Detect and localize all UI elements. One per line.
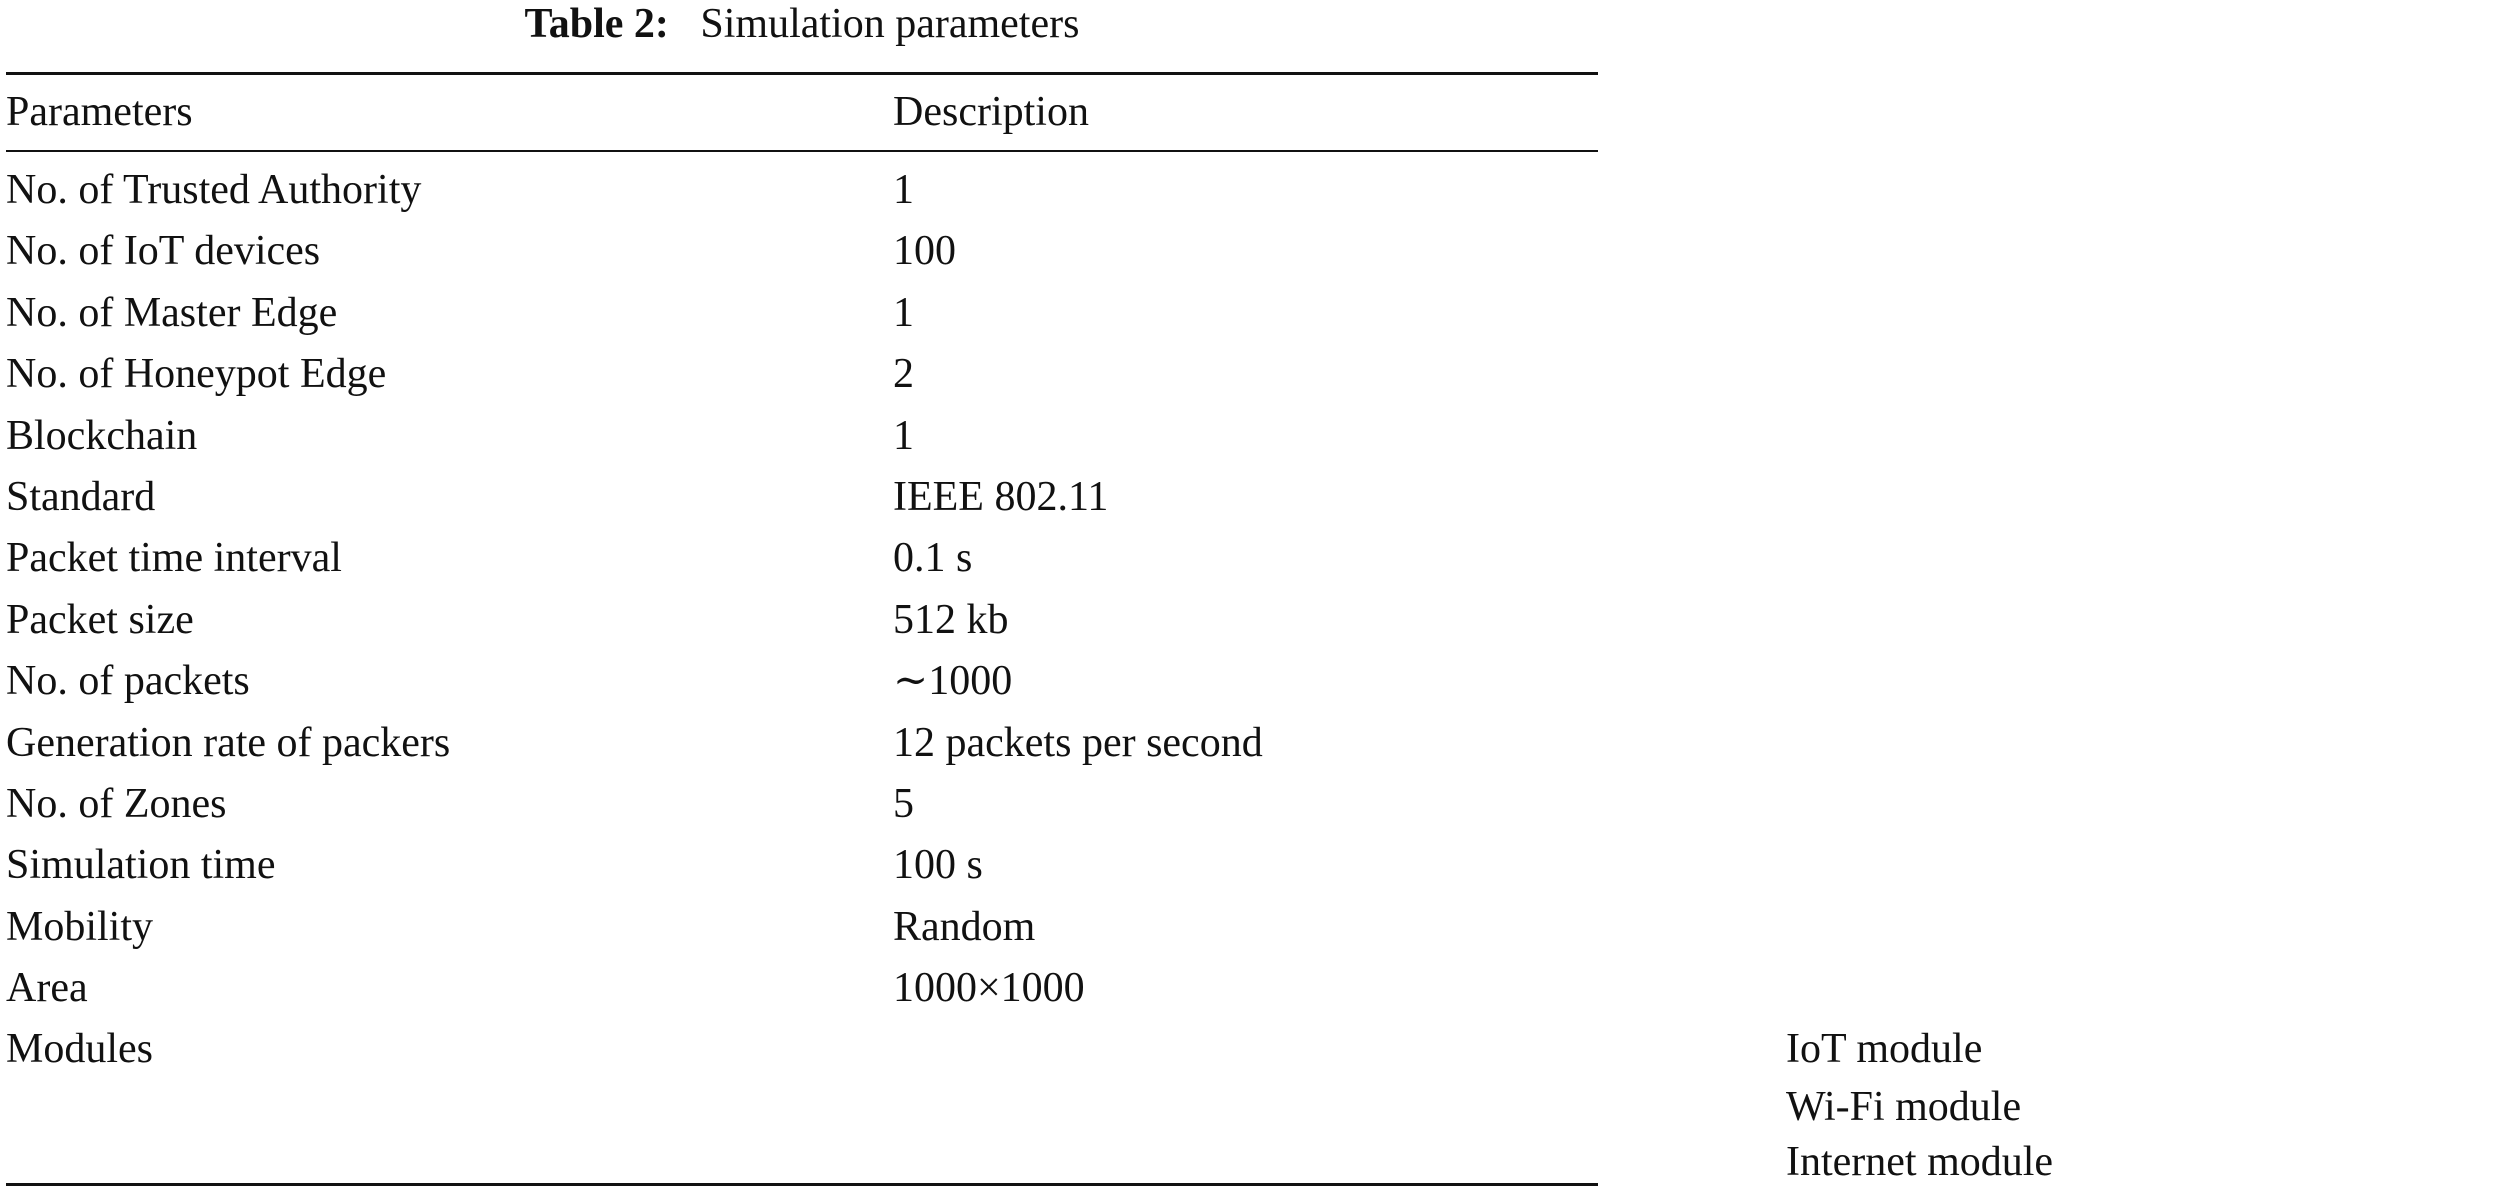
description-cell: 5 xyxy=(893,780,914,827)
table-row xyxy=(0,651,1604,712)
table-row xyxy=(0,713,1604,774)
parameter-cell: No. of packets xyxy=(6,658,250,705)
parameter-cell: Mobility xyxy=(6,903,154,950)
table-row xyxy=(0,774,1604,835)
description-cell: 12 packets per second xyxy=(893,719,1263,766)
column-header-parameters: Parameters xyxy=(6,89,193,135)
description-cell: 2 xyxy=(893,351,914,398)
table-row xyxy=(0,835,1604,896)
description-cell: 100 xyxy=(893,228,956,275)
table-row xyxy=(0,221,1604,282)
table-caption xyxy=(0,0,1604,56)
module-line: Internet module xyxy=(1786,1139,2054,1186)
parameter-cell: Area xyxy=(6,965,88,1012)
description-cell: ∼1000 xyxy=(893,658,1013,705)
description-cell: IEEE 802.11 xyxy=(893,473,1109,520)
table-row xyxy=(0,344,1604,405)
description-cell: 0.1 s xyxy=(893,535,973,582)
table-row xyxy=(0,467,1604,528)
parameter-cell: No. of IoT devices xyxy=(6,228,321,275)
description-cell: 100 s xyxy=(893,842,983,889)
table-row xyxy=(0,406,1604,467)
parameter-cell: Packet time interval xyxy=(6,535,342,582)
description-cell: Random xyxy=(893,903,1036,950)
parameter-cell: Modules xyxy=(6,1026,153,1073)
table-bottom-rule xyxy=(6,1183,1598,1186)
table-caption-spacer xyxy=(679,1,690,47)
description-cell: 1000×1000 xyxy=(893,965,1085,1012)
description-cell: 512 kb xyxy=(893,596,1009,643)
table-top-rule xyxy=(6,72,1598,75)
description-cell: 1 xyxy=(893,167,914,213)
description-cell-multiline xyxy=(1786,1019,2497,1190)
description-cell: 1 xyxy=(893,412,914,459)
table-body xyxy=(0,160,2054,1190)
table-header-rule xyxy=(6,150,1598,152)
table-caption-label: Table 2: xyxy=(524,1,669,47)
parameter-cell: Packet size xyxy=(6,596,194,643)
table-row xyxy=(0,897,1604,958)
parameter-cell: Standard xyxy=(6,473,156,520)
parameter-cell: Generation rate of packers xyxy=(6,719,451,766)
module-line: Wi-Fi module xyxy=(1786,1084,2022,1131)
parameter-cell: Simulation time xyxy=(6,842,276,889)
parameter-cell: No. of Master Edge xyxy=(6,289,338,336)
description-cell: 1 xyxy=(893,289,914,336)
table-row xyxy=(0,160,1604,221)
column-header-description: Description xyxy=(893,89,1089,135)
table-row xyxy=(0,590,1604,651)
table-caption-title: Simulation parameters xyxy=(700,1,1080,47)
parameter-cell: No. of Trusted Authority xyxy=(6,167,422,213)
table-header-row xyxy=(0,82,1604,142)
table-row-modules xyxy=(0,1019,2054,1190)
parameter-cell: No. of Zones xyxy=(6,780,227,827)
parameter-cell: No. of Honeypot Edge xyxy=(6,351,387,398)
table-row xyxy=(0,283,1604,344)
parameter-cell: Blockchain xyxy=(6,412,198,459)
module-line: IoT module xyxy=(1786,1026,1983,1073)
table-row xyxy=(0,958,1604,1019)
table-row xyxy=(0,528,1604,589)
